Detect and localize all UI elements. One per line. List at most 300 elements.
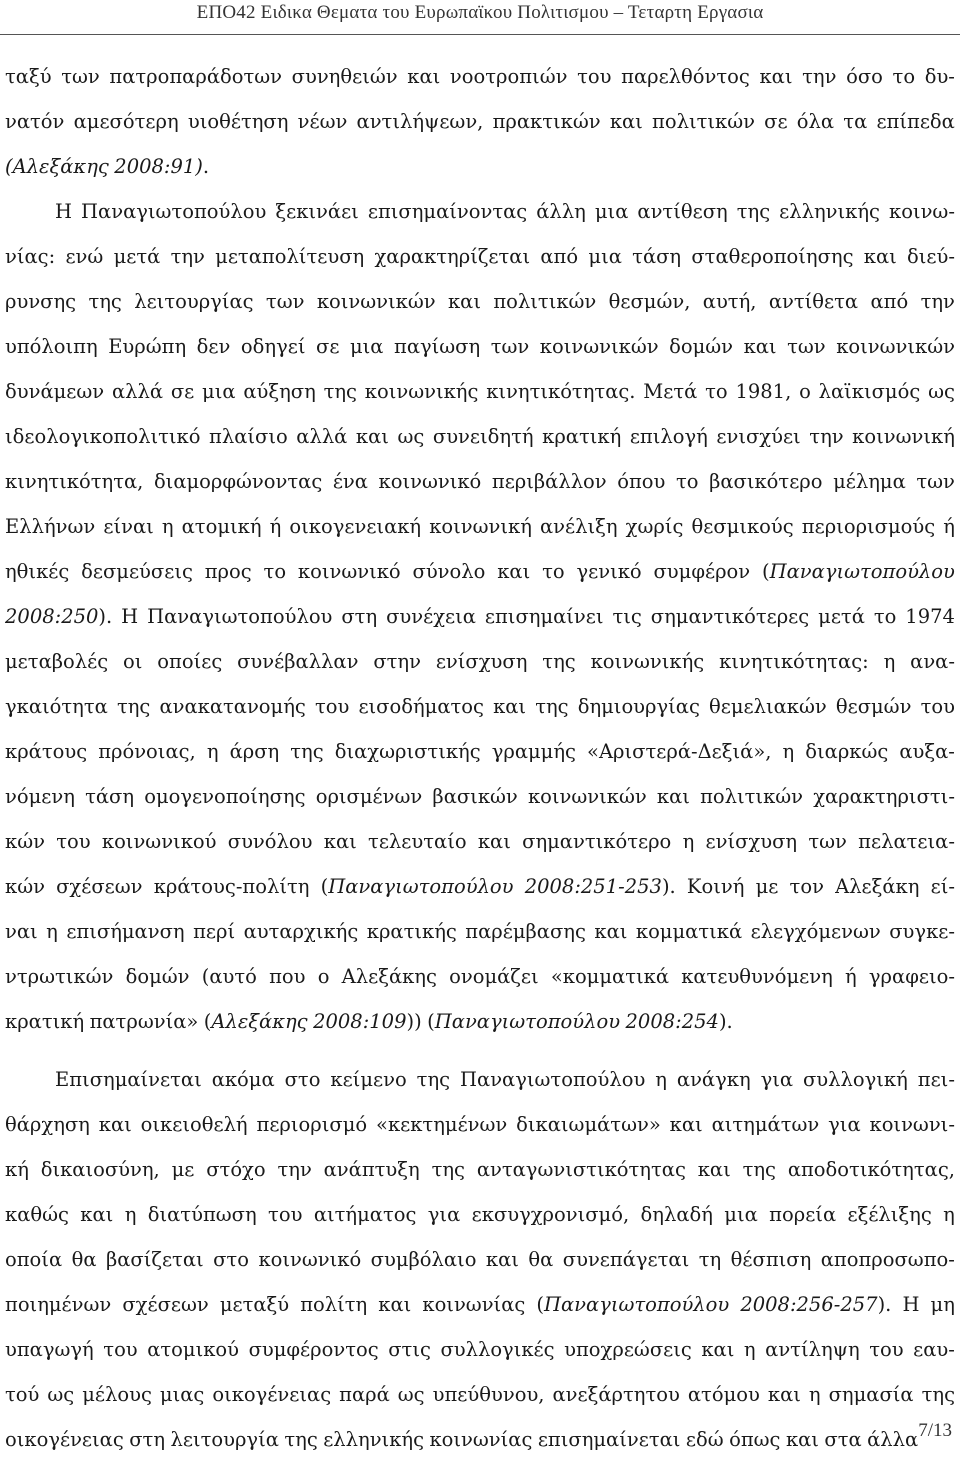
word: της: [323, 380, 357, 403]
word: τάση: [85, 785, 135, 808]
word: όπου: [617, 470, 666, 493]
word: ανταγωνιστικότητας: [476, 1158, 686, 1181]
word: της: [116, 695, 151, 718]
word: το: [675, 470, 699, 493]
word: και: [355, 425, 389, 448]
word: ενισχύει: [716, 425, 801, 448]
word: ο: [317, 965, 330, 988]
word: υπόλοιπη: [5, 335, 98, 358]
word: μια: [724, 1203, 758, 1226]
word: κρατική: [542, 425, 622, 448]
word: δικαιωμάτων»: [516, 1113, 661, 1136]
word: κατευθυνόμενη: [681, 965, 833, 988]
word: αντίληψη: [765, 1338, 860, 1361]
word: άρση: [229, 740, 280, 763]
word: και: [594, 920, 628, 943]
word: λειτουργία: [170, 1428, 279, 1451]
word: ατομικού: [147, 1338, 240, 1361]
word: κοινωνικών: [527, 785, 647, 808]
word: γραφειο-: [868, 965, 955, 988]
word: μεταξύ: [219, 1293, 290, 1316]
word: και: [485, 1248, 519, 1271]
word: δεσμεύσεις: [81, 560, 193, 583]
word: Ελλήνων: [5, 515, 96, 538]
word: μεταβολές: [5, 650, 109, 673]
word: των: [490, 335, 530, 358]
word: περιβάλλον: [491, 470, 607, 493]
word: παρελθόντος: [621, 65, 750, 88]
word: θεσμών: [835, 695, 912, 718]
word: αντίθεση: [637, 200, 728, 223]
word: μια: [349, 335, 384, 358]
word: συνέβαλλαν: [237, 650, 359, 673]
word: ρυνσης: [5, 290, 77, 313]
word: κών: [5, 830, 45, 853]
word: του: [268, 1203, 303, 1226]
page-number: 7/13: [918, 1420, 952, 1441]
word: κράτους-πολίτη: [153, 875, 310, 898]
text-line: [5, 60, 955, 105]
word: Κοινή: [686, 875, 745, 898]
word: σε: [170, 380, 195, 403]
word: του: [314, 695, 350, 718]
text-line: [5, 285, 955, 330]
word: ανα-: [910, 650, 955, 673]
word: δεν: [196, 335, 231, 358]
word: Αλεξάκης: [341, 965, 437, 988]
word: των: [916, 470, 955, 493]
word: εδώ: [685, 1428, 724, 1451]
word: ελληνικής: [323, 1428, 424, 1451]
text-line: [5, 645, 955, 690]
word: μέλημα: [833, 470, 906, 493]
word: όσο: [846, 65, 883, 88]
word: συνέχεια: [386, 605, 476, 628]
word: συμβόλαιο: [370, 1248, 477, 1271]
word: η: [124, 1203, 137, 1226]
word: ποιημένων: [5, 1293, 112, 1316]
word: κινητικότητα,: [5, 470, 144, 493]
word: και: [447, 290, 481, 313]
word: η: [883, 650, 896, 673]
word: αιτήματος: [313, 1203, 417, 1226]
word: συνηθειών: [291, 65, 398, 88]
word: ορισμένων: [315, 785, 423, 808]
word: ενώ: [65, 245, 104, 268]
word: από: [540, 245, 579, 268]
text-line: [5, 825, 955, 870]
text-line: [5, 915, 955, 960]
word: μια: [594, 200, 629, 223]
word: για: [760, 1068, 794, 1091]
text-line: [5, 1333, 955, 1378]
word: κοινωνικών: [539, 335, 659, 358]
word: ανακατανομής: [159, 695, 306, 718]
word: του: [103, 1338, 138, 1361]
word: οικογένειας: [5, 1428, 124, 1451]
word: βασίζεται: [105, 1248, 204, 1271]
word: οποία: [5, 1248, 63, 1271]
word: στη: [129, 1428, 166, 1451]
text-line: [5, 1005, 955, 1050]
word: αύξηση: [243, 380, 316, 403]
word: 2008:109)): [313, 1010, 422, 1033]
word: λαϊκισμός: [818, 380, 921, 403]
word: την: [277, 1158, 312, 1181]
word: στα: [824, 1428, 862, 1451]
word: το: [263, 560, 287, 583]
word: αυταρχικής: [243, 920, 359, 943]
word: που: [269, 965, 306, 988]
word: επίπεδα: [876, 110, 955, 133]
word: εαυ-: [913, 1338, 955, 1361]
word: σχέσεων: [56, 875, 143, 898]
text-line: [5, 1243, 955, 1288]
word: κοινωνικής: [590, 650, 705, 673]
word: δημιουργίας: [577, 695, 700, 718]
word: Αλεξάκη: [835, 875, 920, 898]
word: ακόμα: [211, 1068, 275, 1091]
word: πολιτικών: [700, 785, 804, 808]
word: για: [828, 1113, 861, 1136]
text-line: [5, 1288, 955, 1333]
word: στη: [341, 605, 378, 628]
word: (Παναγιωτοπούλου: [761, 560, 955, 583]
word: σε: [316, 335, 340, 358]
word: αιτημάτων: [711, 1113, 820, 1136]
word: δηλαδή: [640, 1203, 713, 1226]
word: «κεκτημένων: [376, 1113, 508, 1136]
word: Μετά: [643, 380, 698, 403]
word: ηθικές: [5, 560, 70, 583]
word: της: [742, 1158, 776, 1181]
text-line: [5, 330, 955, 375]
word: στις: [388, 1338, 431, 1361]
word: αντίθετα: [768, 290, 859, 313]
text-line: [5, 600, 955, 645]
text-line: [5, 465, 955, 510]
word: επισημαίνοντας: [367, 200, 528, 223]
word: και: [609, 110, 643, 133]
word: κοινωνικών: [836, 335, 955, 358]
word: περί: [193, 920, 236, 943]
word: σταθεροποίησης: [691, 245, 854, 268]
word: αμεσότερη: [73, 110, 179, 133]
text-line: [5, 870, 955, 915]
word: επισημαίνεται: [537, 1428, 681, 1451]
word: εξέλιξης: [847, 1203, 932, 1226]
word: της: [416, 1068, 451, 1091]
word: μετά: [818, 605, 865, 628]
word: συμφέρον: [653, 560, 751, 583]
word: ονομάζει: [449, 965, 539, 988]
word: νόμενη: [5, 785, 75, 808]
word: σχέσεων: [122, 1293, 209, 1316]
word: ελληνικής: [779, 200, 880, 223]
word: ντρωτικών: [5, 965, 114, 988]
word: υποχρεώσεις: [564, 1338, 692, 1361]
text-line: [5, 240, 955, 285]
word: και: [407, 65, 441, 88]
word: οικειοθελή: [140, 1113, 248, 1136]
word: κοινωνικού: [101, 830, 217, 853]
word: Παναγιωτοπούλου: [460, 1068, 646, 1091]
header-rule: [0, 34, 960, 35]
word: μη: [930, 1293, 955, 1316]
word: της: [88, 290, 122, 313]
word: κείμενο: [330, 1068, 407, 1091]
word: κοινωνική: [852, 425, 955, 448]
word: και: [493, 695, 527, 718]
word: την: [170, 245, 205, 268]
word: μιας: [159, 1383, 205, 1406]
word: γενικό: [576, 560, 642, 583]
word: συνόλου: [227, 830, 313, 853]
word: και: [497, 560, 531, 583]
word: συγκε-: [889, 920, 955, 943]
word: στο: [284, 1068, 321, 1091]
word: οι: [123, 650, 143, 673]
word: η: [943, 1203, 955, 1226]
word: σημαντικότερο: [522, 830, 672, 853]
word: το: [892, 65, 916, 88]
word: επιλογή: [629, 425, 708, 448]
text-line: [5, 510, 955, 555]
word: συνεπάγεται: [562, 1248, 690, 1271]
word: συλλογικές: [440, 1338, 555, 1361]
word: (Παναγιωτοπούλου: [536, 1293, 730, 1316]
word: επισημαίνει: [484, 605, 604, 628]
word: 1974: [905, 605, 955, 628]
word: μετά: [113, 245, 161, 268]
word: Η: [121, 605, 139, 628]
word: αλλά: [296, 425, 348, 448]
word: (αυτό: [201, 965, 257, 988]
word: υιοθέτηση: [187, 110, 289, 133]
word: λειτουργίας: [134, 290, 254, 313]
word: στην: [373, 650, 421, 673]
word: περιορισμό: [256, 1113, 368, 1136]
word: Παναγιωτοπούλου: [81, 200, 267, 223]
word: με: [171, 1158, 195, 1181]
word: «Αριστερά-Δεξιά»,: [587, 740, 772, 763]
word: οδηγεί: [240, 335, 306, 358]
word: και: [701, 1338, 735, 1361]
word: κοινωνικής: [364, 380, 479, 403]
word: θεσμών,: [608, 290, 691, 313]
word: ελεγχόμενων: [750, 920, 881, 943]
word: επισήμανση: [66, 920, 185, 943]
word: η: [46, 920, 58, 943]
word: αλλά: [111, 380, 164, 403]
word: ανάγκη: [676, 1068, 751, 1091]
word: θα: [528, 1248, 554, 1271]
word: συμφέροντος: [248, 1338, 379, 1361]
word: ενίσχυση: [435, 650, 528, 673]
word: αυτή,: [702, 290, 757, 313]
text-line: [5, 375, 955, 420]
word: η: [682, 830, 695, 853]
word: της: [542, 650, 576, 673]
paragraph-3: [5, 1063, 955, 1468]
text-line: [5, 1063, 955, 1108]
word: την: [802, 65, 837, 88]
word: κοινω-: [889, 200, 955, 223]
paragraph-spacer: [5, 1050, 955, 1063]
word: διαχωριστικής: [334, 740, 481, 763]
word: βασικών: [432, 785, 518, 808]
word: νατόν: [5, 110, 65, 133]
word: και: [80, 1203, 114, 1226]
word: ενίσχυση: [705, 830, 798, 853]
word: ατόμου: [687, 1383, 760, 1406]
word: ξεκινάει: [275, 200, 359, 223]
word: η: [655, 1068, 667, 1091]
paragraph-2: [5, 195, 955, 1050]
word: σημασία: [828, 1383, 914, 1406]
word: της: [736, 200, 771, 223]
word: της: [284, 1428, 318, 1451]
word: του: [56, 830, 91, 853]
word: της: [431, 1158, 465, 1181]
text-line: [5, 420, 955, 465]
word: πρόνοιας,: [98, 740, 196, 763]
word: νοοτροπιών: [449, 65, 568, 88]
word: γκαιότητα: [5, 695, 108, 718]
word: πορεία: [769, 1203, 837, 1226]
word: των: [265, 290, 305, 313]
word: διεύ-: [907, 245, 955, 268]
word: άλλα: [867, 1428, 919, 1451]
word: ανάπτυξη: [323, 1158, 420, 1181]
word: της: [535, 695, 569, 718]
word: δυ-: [924, 65, 955, 88]
text-line: [5, 195, 955, 240]
word: 2008:256-257).: [740, 1293, 892, 1316]
word: πλαίσιο: [209, 425, 288, 448]
word: δυνάμεων: [5, 380, 105, 403]
document-body: [5, 60, 955, 1468]
word: κοινωνικό: [378, 470, 482, 493]
text-line: [5, 1153, 955, 1198]
word: θεμελιακών: [709, 695, 827, 718]
word: η: [206, 740, 219, 763]
text-line: [5, 1108, 955, 1153]
word: πολίτη: [300, 1293, 368, 1316]
word: συνειδητή: [432, 425, 534, 448]
word: νέων: [297, 110, 348, 133]
word: 2008:254).: [625, 1010, 733, 1033]
text-line: [5, 105, 955, 150]
word: το: [542, 560, 565, 583]
text-line: [5, 555, 955, 600]
word: των: [808, 830, 847, 853]
word: ως: [47, 1383, 75, 1406]
word: κοινωνίας: [429, 1428, 533, 1451]
word: και: [785, 1428, 819, 1451]
word: αποπροσωπο-: [820, 1248, 955, 1271]
word: και: [669, 1113, 703, 1136]
word: το: [705, 380, 728, 403]
word: πελατεια-: [858, 830, 955, 853]
word: του: [920, 695, 955, 718]
word: και: [656, 785, 690, 808]
word: τάση: [632, 245, 682, 268]
word: παρέμβασης: [465, 920, 586, 943]
word: ή: [943, 515, 955, 538]
word: οικογενειακή: [289, 515, 422, 538]
word: «κομματικά: [550, 965, 669, 988]
word: αποδοτικότητας,: [787, 1158, 955, 1181]
word: εί-: [930, 875, 955, 898]
word: πατροπαράδοτων: [109, 65, 283, 88]
word: κών: [5, 875, 45, 898]
word: υπεύθυνου,: [432, 1383, 545, 1406]
word: πολιτικών: [493, 290, 597, 313]
word: περιορισμούς: [801, 515, 936, 538]
word: όλα: [796, 110, 835, 133]
word: δομών: [125, 965, 190, 988]
word: 2008:91).: [114, 155, 210, 178]
word: και: [743, 335, 777, 358]
word: κοινωνίας: [422, 1293, 526, 1316]
word: και: [767, 1383, 801, 1406]
word: στο: [213, 1248, 249, 1271]
word: διαμορφώνοντας: [153, 470, 323, 493]
word: κρατική: [5, 1010, 85, 1033]
word: καθώς: [5, 1203, 69, 1226]
word: ο: [799, 380, 811, 403]
word: κοινωνι-: [869, 1113, 955, 1136]
word: σε: [764, 110, 788, 133]
word: του: [577, 65, 612, 88]
word: τις: [612, 605, 642, 628]
word: οποίες: [157, 650, 223, 673]
word: κινητικότητας:: [719, 650, 869, 673]
word: πατρωνία»: [89, 1010, 199, 1033]
word: και: [863, 245, 897, 268]
text-line: [5, 1198, 955, 1243]
word: ένα: [332, 470, 368, 493]
word: νίας:: [5, 245, 56, 268]
word: ομογενοποίησης: [144, 785, 306, 808]
word: μια: [202, 380, 236, 403]
word: της: [290, 740, 324, 763]
word: δομών: [669, 335, 734, 358]
word: παρά: [339, 1383, 390, 1406]
word: (Παναγιωτοπούλου: [427, 1010, 621, 1033]
word: παγίωση: [394, 335, 481, 358]
word: βασικότερο: [709, 470, 823, 493]
word: μεταπολίτευση: [215, 245, 365, 268]
word: χωρίς: [625, 515, 684, 538]
text-line: [5, 780, 955, 825]
word: θάρχηση: [5, 1113, 90, 1136]
word: διατύπωση: [147, 1203, 257, 1226]
word: για: [427, 1203, 461, 1226]
word: γραμμής: [491, 740, 576, 763]
word: όπως: [729, 1428, 781, 1451]
running-header: ΕΠΟ42 Ειδικα Θεματα του Ευρωπαϊκου Πολιτισμου – Τεταρτη Εργασια: [196, 2, 764, 23]
word: κομματικά: [635, 920, 743, 943]
word: 2008:251-253).: [524, 875, 676, 898]
text-line: [5, 150, 955, 195]
word: υπαγωγή: [5, 1338, 94, 1361]
word: εκσυγχρονισμό,: [471, 1203, 630, 1226]
word: η: [161, 515, 174, 538]
word: δικαιοσύνη,: [40, 1158, 160, 1181]
word: ατομική: [181, 515, 262, 538]
